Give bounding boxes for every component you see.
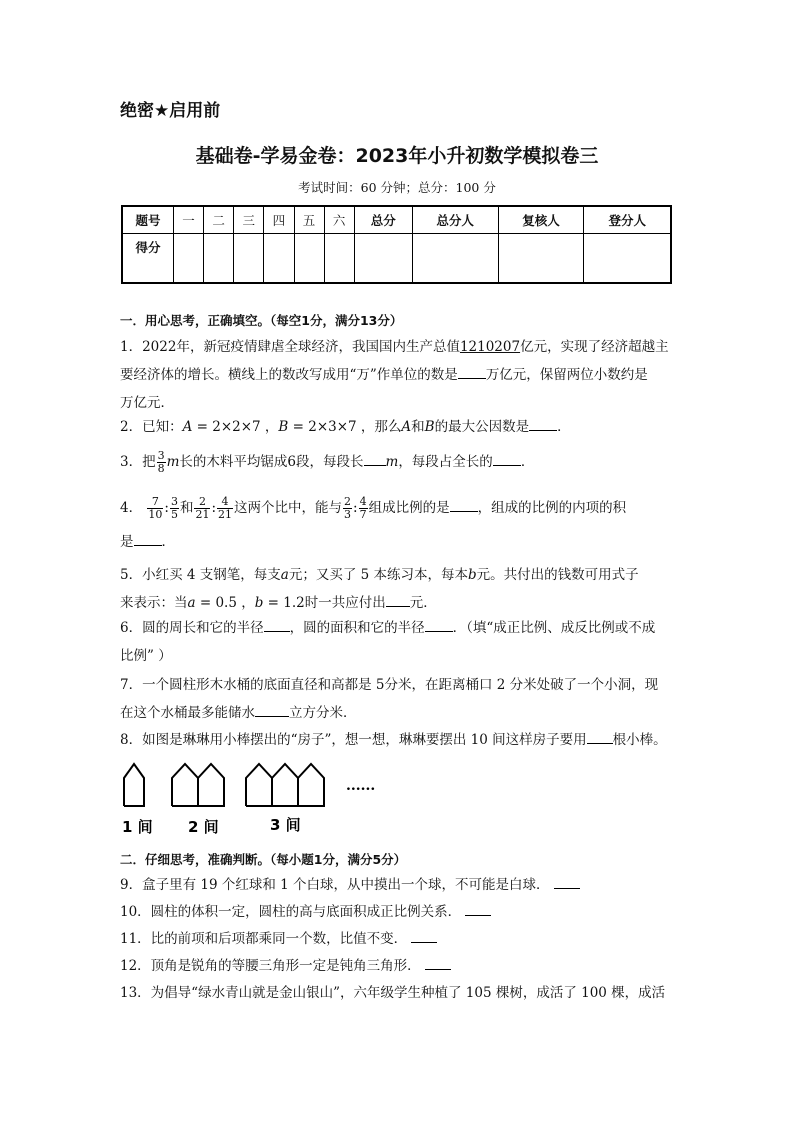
fraction-numerator: 4 <box>359 495 367 508</box>
score-header-cell: 总分人 <box>412 206 498 234</box>
q3-text: ． <box>520 454 535 470</box>
score-input-cell[interactable] <box>412 234 498 284</box>
q2-text: 2．已知： <box>120 419 183 435</box>
fraction <box>217 496 233 521</box>
q6-text: 比例” ） <box>120 648 172 664</box>
q8-text: 根小棒。 <box>612 732 667 748</box>
ratio-colon: : <box>164 500 169 516</box>
q5-text: 元。共付出的钱数可用式子 <box>476 567 639 583</box>
score-header-cell: 四 <box>264 206 294 234</box>
answer-blank[interactable] <box>425 617 453 632</box>
question-9 <box>120 871 680 899</box>
q3-text: 3．把 <box>120 454 156 470</box>
q5-text: 元． <box>409 595 437 611</box>
fraction-numerator: 3 <box>157 449 165 462</box>
answer-blank[interactable] <box>264 617 290 632</box>
unit-m: m <box>166 454 180 470</box>
score-header-cell: 六 <box>324 206 354 234</box>
question-10 <box>120 898 680 926</box>
q10-text: 10．圆柱的体积一定，圆柱的高与底面积成正比例关系． <box>120 904 462 920</box>
fraction-numerator: 4 <box>217 496 233 509</box>
question-5 <box>120 561 680 617</box>
q5-text: 元；又买了 5 本练习本，每本 <box>288 567 468 583</box>
house-3 <box>246 764 324 806</box>
q4-text: 组成比例的是 <box>368 500 450 516</box>
var-b: b <box>468 567 477 583</box>
q6-text: 6．圆的周长和它的半径 <box>120 620 264 636</box>
fraction-numerator: 2 <box>344 495 352 508</box>
score-row-label: 得分 <box>122 234 174 284</box>
q4-text: ，组成的比例的内项的积 <box>477 500 627 516</box>
score-table-header-row <box>122 206 671 234</box>
question-13 <box>120 979 700 1007</box>
answer-blank[interactable] <box>134 531 162 546</box>
ratio-colon: : <box>211 500 217 516</box>
q13-text: 13．为倡导“绿水青山就是金山银山”，六年级学生种植了 105 棵树，成活了 100 棵，成活 <box>120 985 666 1001</box>
score-input-cell[interactable] <box>234 234 264 284</box>
score-header-cell: 总分 <box>354 206 412 234</box>
score-header-cell: 一 <box>174 206 204 234</box>
fraction-denominator: 3 <box>344 508 352 521</box>
q5-text: 时一共应付出 <box>304 595 386 611</box>
fraction-denominator: 10 <box>148 508 163 521</box>
unit-m: m <box>385 454 399 470</box>
var-b: B <box>424 419 435 435</box>
var-b: B <box>278 419 289 435</box>
score-table <box>121 205 672 284</box>
score-input-cell[interactable] <box>584 234 671 284</box>
var-b: b <box>254 595 264 611</box>
q2-text: = 2×3×7 ，那么 <box>288 419 402 435</box>
q7-text: 立方分米． <box>289 705 357 721</box>
ratio-colon: : <box>353 500 358 516</box>
q9-text: 9．盒子里有 19 个红球和 1 个白球，从中摸出一个球，不可能是白球． <box>120 877 550 893</box>
q6-text: ．（填“成正比例、成反比例或不成 <box>452 620 656 636</box>
score-header-cell: 三 <box>234 206 264 234</box>
answer-blank[interactable] <box>386 592 410 607</box>
fraction-numerator: 3 <box>170 495 178 508</box>
score-input-cell[interactable] <box>498 234 584 284</box>
score-header-cell: 五 <box>294 206 324 234</box>
exam-info: 考试时间：60 分钟；总分：100 分 <box>298 180 496 195</box>
score-input-cell[interactable] <box>294 234 324 284</box>
fraction-denominator: 8 <box>157 462 165 475</box>
question-4 <box>120 494 680 556</box>
q7-text: 7．一个圆柱形木水桶的底面直径和高都是 5分米，在距离桶口 2 分米处破了一个小洞，现 <box>120 677 659 693</box>
question-8 <box>120 726 720 754</box>
fraction <box>194 496 210 521</box>
q7-text: 在这个水桶最多能储水 <box>120 705 255 721</box>
fraction-numerator: 7 <box>147 496 163 509</box>
q5-text: = 1.2 <box>263 595 305 611</box>
section-1-title: 一．用心思考，正确填空。（每空1分，满分13分） <box>120 313 403 328</box>
figure-label-3: 3 间 <box>270 816 301 834</box>
answer-blank[interactable] <box>450 497 478 512</box>
fraction <box>343 496 352 521</box>
fraction <box>157 450 166 475</box>
answer-blank[interactable] <box>587 729 613 744</box>
q2-text: 的最大公因数是 <box>434 419 530 435</box>
q2-text: = 2×2×7 ， <box>192 419 279 435</box>
page-title: 基础卷-学易金卷：2023年小升初数学模拟卷三 <box>195 145 599 167</box>
q1-text: 要经济体的增长。横线上的数改写成用“万”作单位的数是 <box>120 367 458 383</box>
score-header-cell: 复核人 <box>498 206 584 234</box>
score-table-score-row <box>122 234 671 284</box>
answer-blank[interactable] <box>529 416 557 431</box>
question-7 <box>120 671 680 727</box>
fraction-numerator: 2 <box>194 496 210 509</box>
answer-blank[interactable] <box>364 451 386 466</box>
score-header-cell: 二 <box>204 206 234 234</box>
q6-text: ，圆的面积和它的半径 <box>289 620 425 636</box>
question-1 <box>120 333 680 417</box>
answer-blank[interactable] <box>411 928 437 943</box>
answer-blank[interactable] <box>255 702 289 717</box>
q1-gdp-value: 1210207 <box>459 339 521 355</box>
fraction-denominator: 21 <box>195 508 210 521</box>
fraction <box>147 496 163 521</box>
q4-text: ． <box>161 534 175 550</box>
score-input-cell[interactable] <box>264 234 294 284</box>
question-3 <box>120 448 680 476</box>
q5-text: 来表示：当 <box>120 595 188 611</box>
answer-blank[interactable] <box>554 874 580 889</box>
q5-text: 5．小红买 4 支钢笔，每支 <box>120 567 281 583</box>
score-input-cell[interactable] <box>354 234 412 284</box>
q2-text: ． <box>557 419 571 435</box>
q2-text: 和 <box>411 419 425 435</box>
answer-blank[interactable] <box>493 451 521 466</box>
question-2 <box>120 413 680 441</box>
q5-text: = 0.5 ， <box>195 595 255 611</box>
q1-text: 1．2022年，新冠疫情肆虐全球经济，我国国内生产总值 <box>120 339 460 355</box>
fraction <box>170 496 179 521</box>
q1-text: 亿元，实现了经济超越主 <box>520 339 669 355</box>
house-1 <box>124 764 144 806</box>
section-2-title: 二．仔细思考，准确判断。（每小题1分，满分5分） <box>120 852 407 867</box>
answer-blank[interactable] <box>458 364 486 379</box>
fraction-denominator: 7 <box>359 508 367 521</box>
fraction <box>359 496 368 521</box>
score-header-cell: 登分人 <box>584 206 671 234</box>
score-input-cell[interactable] <box>204 234 234 284</box>
score-header-cell: 题号 <box>122 206 174 234</box>
var-a: a <box>187 595 196 611</box>
q4-text: 这两个比中，能与 <box>234 500 343 516</box>
answer-blank[interactable] <box>425 955 451 970</box>
house-2 <box>172 764 224 806</box>
question-11 <box>120 925 680 953</box>
question-12 <box>120 952 680 980</box>
q4-text: 和 <box>179 500 194 516</box>
fraction-denominator: 21 <box>218 508 233 521</box>
var-a: A <box>401 419 412 435</box>
q8-text: 8．如图是琳琳用小棒摆出的“房子”，想一想，琳琳要摆出 10 间这样房子要用 <box>120 732 587 748</box>
q1-text: 万亿元． <box>120 395 174 411</box>
q1-text: 万亿元，保留两位小数约是 <box>485 367 648 383</box>
secret-label: 绝密★启用前 <box>120 101 221 121</box>
var-a: a <box>280 567 289 583</box>
figure-label-1: 1 间 <box>122 818 153 836</box>
score-input-cell[interactable] <box>324 234 354 284</box>
score-input-cell[interactable] <box>174 234 204 284</box>
q4-text: 4． <box>120 500 143 516</box>
q12-text: 12．顶角是锐角的等腰三角形一定是钝角三角形． <box>120 958 421 974</box>
figure-label-2: 2 间 <box>188 818 219 836</box>
var-a: A <box>182 419 193 435</box>
q11-text: 11．比的前项和后项都乘同一个数，比值不变． <box>120 931 408 947</box>
figure-ellipsis: ...... <box>346 778 376 794</box>
q4-text: 是 <box>120 534 134 550</box>
q3-text: ，每段占全长的 <box>398 454 493 470</box>
answer-blank[interactable] <box>465 901 491 916</box>
house-stick-figure <box>118 758 388 838</box>
fraction-denominator: 5 <box>170 508 178 521</box>
q3-text: 长的木料平均锯成6段，每段长 <box>179 454 364 470</box>
question-6 <box>120 614 680 670</box>
